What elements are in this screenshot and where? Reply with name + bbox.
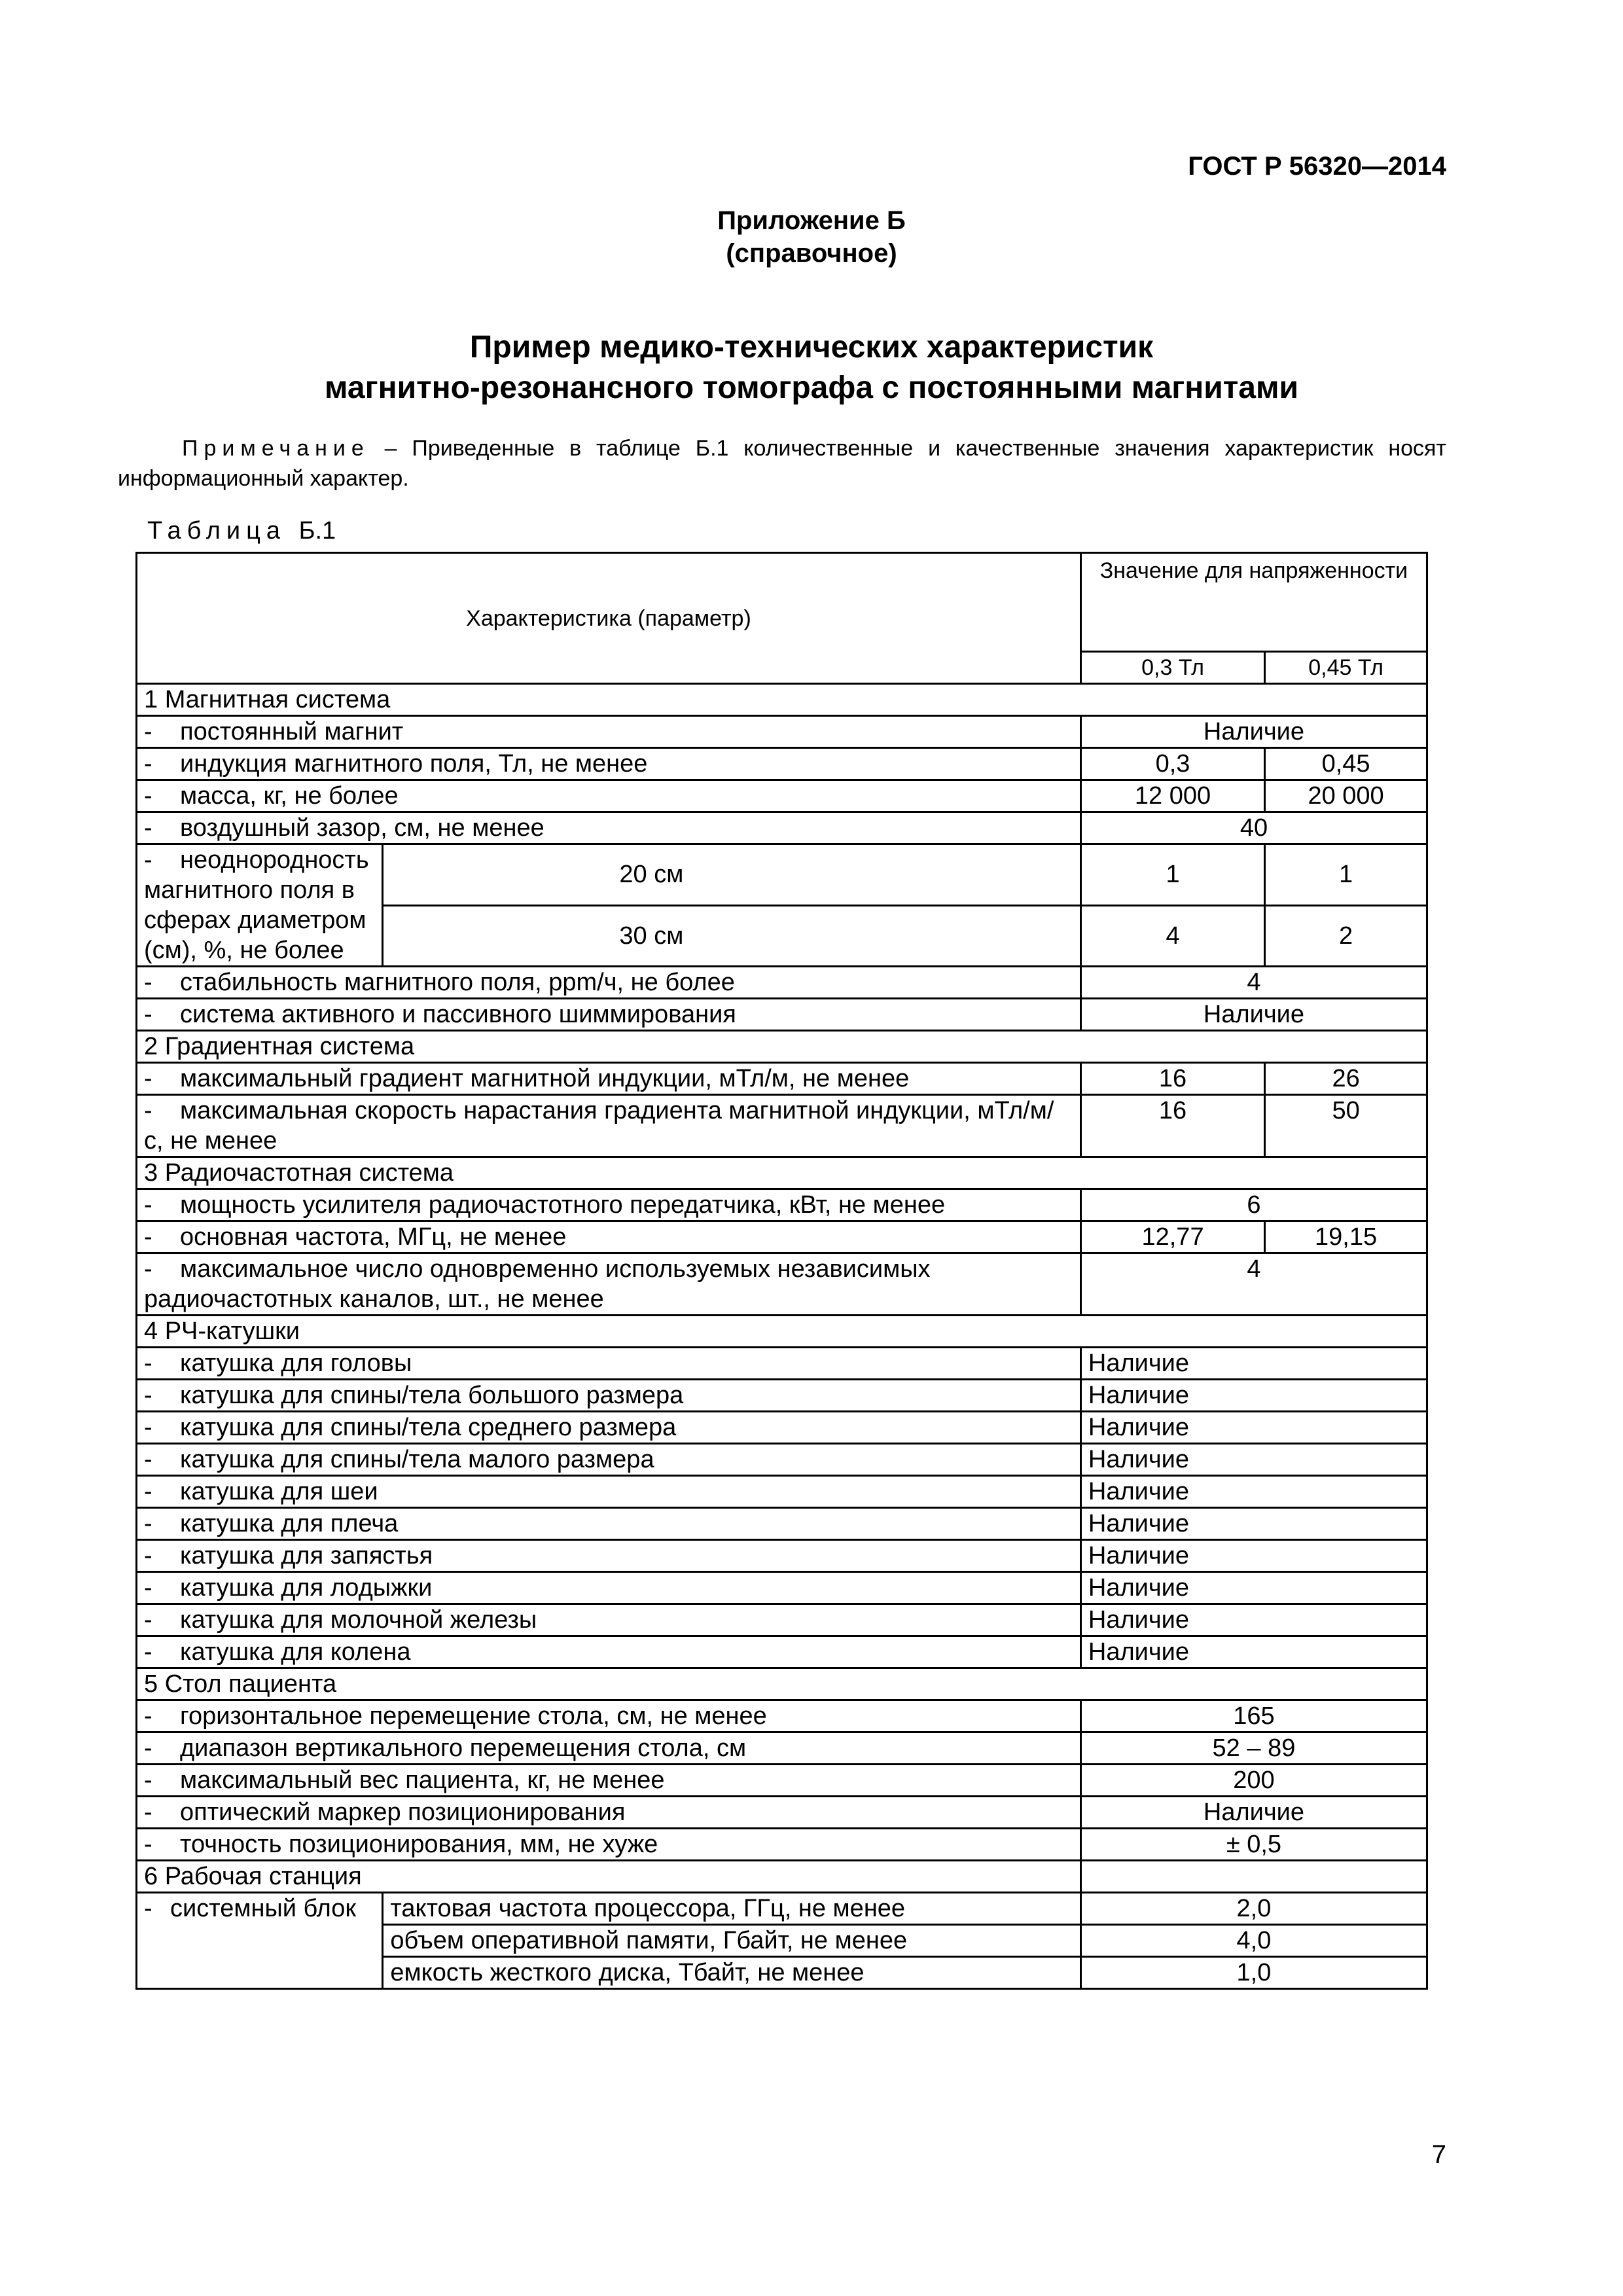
table-row — [137, 1700, 1427, 1732]
cell-text: катушка для шеи — [180, 1478, 378, 1505]
table-cell — [383, 844, 1081, 906]
title-line-1: Пример медико-технических характеристик — [469, 330, 1154, 365]
dash-marker: - — [144, 1574, 152, 1602]
cell-text: система активного и пассивного шиммирования — [180, 1001, 736, 1028]
table-cell: 6 — [1080, 1189, 1427, 1221]
cell-text: максимальный вес пациента, кг, не менее — [180, 1767, 665, 1794]
dash-marker: - — [144, 1255, 152, 1283]
cell-text: максимальный градиент магнитной индукции, мТл/м, не менее — [180, 1065, 910, 1092]
cell-text: максимальное число одновременно используемых независимых радиочастотных каналов, шт., не менее — [144, 1255, 931, 1313]
table-cell: 2,0 — [1080, 1893, 1427, 1925]
table-row — [137, 1063, 1427, 1095]
cell-text: системный блок — [170, 1895, 356, 1922]
cell-text: постоянный магнит — [180, 718, 404, 745]
table-cell: тактовая частота процессора, ГГц, не менее — [383, 1893, 1081, 1925]
table-row — [137, 1253, 1427, 1316]
table-row — [137, 1221, 1427, 1253]
dash-marker: - — [144, 750, 152, 778]
cell-text: катушка для плеча — [180, 1510, 399, 1537]
header-col-03: 0,3 Тл — [1080, 652, 1264, 684]
appendix-title: Приложение Б — [717, 206, 906, 235]
dash-marker: - — [144, 1001, 152, 1028]
dash-marker: - — [144, 1734, 152, 1762]
table-cell: 3 Радиочастотная система — [137, 1157, 1427, 1189]
table-cell — [137, 1540, 1081, 1572]
note-paragraph — [118, 433, 1446, 493]
cell-text: максимальная скорость нарастания градиента магнитной индукции, мТл/м/с, не менее — [144, 1097, 1054, 1155]
table-cell: 52 – 89 — [1080, 1732, 1427, 1765]
table-cell: 4 — [1080, 905, 1264, 967]
dash-marker: - — [144, 969, 152, 996]
table-cell — [137, 1189, 1081, 1221]
table-cell: 12 000 — [1080, 780, 1264, 812]
document-title — [0, 327, 1623, 408]
table-cell — [137, 1604, 1081, 1636]
section-row — [137, 1316, 1427, 1348]
table-cell: 0,3 — [1080, 748, 1264, 780]
table-caption — [147, 517, 336, 545]
table-row — [137, 1095, 1427, 1157]
cell-text: точность позиционирования, мм, не хуже — [180, 1831, 658, 1858]
table-row — [137, 1797, 1427, 1829]
table-cell: 4 — [1080, 967, 1427, 999]
table-cell: 1 — [1265, 844, 1427, 906]
table-cell: 50 — [1265, 1095, 1427, 1157]
dash-marker: - — [144, 1510, 152, 1537]
cell-text: стабильность магнитного поля, ppm/ч, не более — [180, 969, 735, 996]
header-param: Характеристика (параметр) — [137, 553, 1081, 684]
table-row — [137, 1412, 1427, 1444]
table-row — [137, 748, 1427, 780]
table-cell: 0,45 — [1265, 748, 1427, 780]
table-cell: Наличие — [1080, 716, 1427, 748]
table-cell — [137, 1893, 383, 1989]
table-cell: Наличие — [1080, 1508, 1427, 1540]
table-cell: 26 — [1265, 1063, 1427, 1095]
table-row — [137, 967, 1427, 999]
dash-marker: - — [144, 1799, 152, 1826]
table-cell: 165 — [1080, 1700, 1427, 1732]
table-cell — [137, 999, 1081, 1031]
table-cell — [137, 1412, 1081, 1444]
cell-text: катушка для головы — [180, 1350, 412, 1377]
table-cell: 12,77 — [1080, 1221, 1264, 1253]
table-cell — [137, 1508, 1081, 1540]
cell-text: катушка для спины/тела малого размера — [180, 1446, 654, 1473]
table-row — [137, 1636, 1427, 1668]
table-cell: 2 Градиентная система — [137, 1031, 1427, 1063]
section-row — [137, 1861, 1427, 1893]
section-row — [137, 1157, 1427, 1189]
note-label: Примечание — [182, 436, 370, 461]
table-cell: Наличие — [1080, 1348, 1427, 1380]
table-row — [137, 1893, 1427, 1925]
dash-marker: - — [144, 782, 152, 810]
table-cell: Наличие — [1080, 1636, 1427, 1668]
table-cell — [137, 716, 1081, 748]
table-row — [137, 999, 1427, 1031]
table-cell — [137, 1444, 1081, 1476]
table-cell — [137, 780, 1081, 812]
table-cell — [137, 1253, 1081, 1316]
table-cell: 4 — [1080, 1253, 1427, 1316]
table-cell: 40 — [1080, 812, 1427, 844]
table-cell: Наличие — [1080, 1797, 1427, 1829]
table-cell — [137, 1700, 1081, 1732]
table-cell — [137, 1732, 1081, 1765]
table-cell — [137, 1829, 1081, 1861]
cell-text: основная частота, МГц, не менее — [180, 1223, 567, 1251]
header-value-group: Значение для напряженности — [1080, 553, 1427, 652]
table-cell — [137, 1095, 1081, 1157]
table-cell: 16 — [1080, 1063, 1264, 1095]
table-cell: ± 0,5 — [1080, 1829, 1427, 1861]
table-row — [137, 1348, 1427, 1380]
cell-text: катушка для колена — [180, 1638, 411, 1666]
table-row — [137, 780, 1427, 812]
table-cell — [137, 1765, 1081, 1797]
cell-text: катушка для запястья — [180, 1542, 433, 1570]
standard-number: ГОСТ Р 56320—2014 — [1188, 152, 1446, 181]
table-caption-number: Б.1 — [298, 517, 336, 545]
table-cell: 20 000 — [1265, 780, 1427, 812]
dash-marker: - — [144, 1702, 152, 1730]
cell-text: катушка для лодыжки — [180, 1574, 433, 1602]
dash-marker: - — [144, 718, 152, 745]
dash-marker: - — [144, 1414, 152, 1441]
table-cell — [137, 748, 1081, 780]
dash-marker: - — [144, 1097, 152, 1124]
dash-marker: - — [144, 1350, 152, 1377]
table-cell: 6 Рабочая станция — [137, 1861, 1081, 1893]
header-col-045: 0,45 Тл — [1265, 652, 1427, 684]
dash-marker: - — [144, 1638, 152, 1666]
dash-marker: - — [144, 1767, 152, 1794]
cell-text: диапазон вертикального перемещения стола, см — [180, 1734, 747, 1762]
table-cell — [137, 1063, 1081, 1095]
table-cell: 1 — [1080, 844, 1264, 906]
table-row — [137, 1444, 1427, 1476]
section-row — [137, 684, 1427, 716]
table-cell — [137, 812, 1081, 844]
table-row — [137, 1572, 1427, 1604]
dash-marker: - — [144, 846, 152, 874]
dash-marker: - — [144, 1223, 152, 1251]
dash-marker: - — [144, 1478, 152, 1505]
appendix-subtitle: (справочное) — [726, 239, 897, 268]
dash-marker: - — [144, 1606, 152, 1634]
table-cell: 16 — [1080, 1095, 1264, 1157]
table-cell: Наличие — [1080, 999, 1427, 1031]
table-row — [137, 1476, 1427, 1508]
inhomogeneity-label-cell — [137, 844, 383, 967]
table-cell: объем оперативной памяти, Гбайт, не менее — [383, 1925, 1081, 1957]
section-row — [137, 1668, 1427, 1700]
table-cell: емкость жесткого диска, Тбайт, не менее — [383, 1957, 1081, 1989]
dash-marker: - — [144, 1895, 152, 1922]
table-caption-word: Таблица — [147, 517, 286, 545]
spec-table — [135, 552, 1428, 1990]
table-cell — [137, 1797, 1081, 1829]
table-cell — [137, 1380, 1081, 1412]
table-cell — [137, 1476, 1081, 1508]
table-cell: Наличие — [1080, 1540, 1427, 1572]
table-cell — [1080, 1861, 1427, 1893]
table-cell: Наличие — [1080, 1444, 1427, 1476]
table-row — [137, 1604, 1427, 1636]
table-row — [137, 1732, 1427, 1765]
cell-text: индукция магнитного поля, Тл, не менее — [180, 750, 648, 778]
table-row — [137, 812, 1427, 844]
table-row — [137, 1829, 1427, 1861]
table-row — [137, 1765, 1427, 1797]
table-cell: Наличие — [1080, 1412, 1427, 1444]
dash-marker: - — [144, 1446, 152, 1473]
appendix-heading — [0, 204, 1623, 270]
cell-text: горизонтальное перемещение стола, см, не менее — [180, 1702, 767, 1730]
table-cell — [383, 905, 1081, 967]
section-row — [137, 1031, 1427, 1063]
title-line-2: магнитно-резонансного томографа с постоянными магнитами — [325, 370, 1298, 405]
cell-text: катушка для спины/тела большого размера — [180, 1382, 684, 1409]
dash-marker: - — [144, 1542, 152, 1570]
table-cell: 5 Стол пациента — [137, 1668, 1427, 1700]
table-row — [137, 1540, 1427, 1572]
cell-text: оптический маркер позиционирования — [180, 1799, 626, 1826]
table-cell: 1 Магнитная система — [137, 684, 1427, 716]
table-cell — [137, 1221, 1081, 1253]
cell-text: катушка для спины/тела среднего размера — [180, 1414, 677, 1441]
table-cell: 2 — [1265, 905, 1427, 967]
table-cell — [137, 1636, 1081, 1668]
note-text: – Приведенные в таблице Б.1 количественные и качественные значения характеристик носят информационный характер. — [118, 436, 1446, 491]
table-cell: Наличие — [1080, 1380, 1427, 1412]
dash-marker: - — [144, 1831, 152, 1858]
cell-text: катушка для молочной железы — [180, 1606, 537, 1634]
table-cell: 200 — [1080, 1765, 1427, 1797]
table-header-row — [137, 553, 1427, 652]
table-cell — [137, 967, 1081, 999]
table-cell: 4,0 — [1080, 1925, 1427, 1957]
cell-text: воздушный зазор, см, не менее — [180, 814, 544, 842]
table-row — [137, 1189, 1427, 1221]
dash-marker: - — [144, 814, 152, 842]
table-row — [137, 1380, 1427, 1412]
cell-text: масса, кг, не более — [180, 782, 399, 810]
table-row — [137, 844, 1427, 906]
table-cell: Наличие — [1080, 1572, 1427, 1604]
table-cell: 4 РЧ-катушки — [137, 1316, 1427, 1348]
table-cell — [137, 1348, 1081, 1380]
inhomogeneity-label: неоднородность магнитного поля в сферах диаметром (см), %, не более — [144, 846, 369, 964]
dash-marker: - — [144, 1065, 152, 1092]
cell-text: 20 см — [619, 861, 684, 889]
dash-marker: - — [144, 1191, 152, 1219]
table-cell: Наличие — [1080, 1604, 1427, 1636]
table-row — [137, 1508, 1427, 1540]
cell-text: мощность усилителя радиочастотного передатчика, кВт, не менее — [180, 1191, 946, 1219]
table-cell: Наличие — [1080, 1476, 1427, 1508]
table-cell: 19,15 — [1265, 1221, 1427, 1253]
cell-text: 30 см — [619, 922, 684, 950]
dash-marker: - — [144, 1382, 152, 1409]
page-number: 7 — [1431, 2140, 1446, 2169]
table-row — [137, 716, 1427, 748]
table-cell: 1,0 — [1080, 1957, 1427, 1989]
table-cell — [137, 1572, 1081, 1604]
